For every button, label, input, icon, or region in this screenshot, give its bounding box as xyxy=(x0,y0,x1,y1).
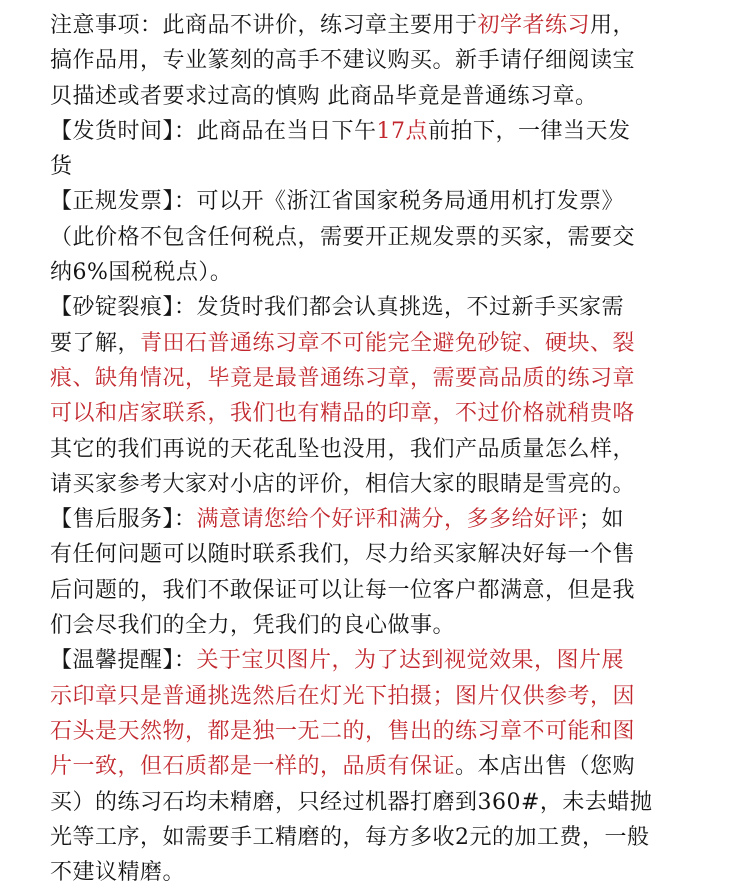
text-line xyxy=(50,220,738,255)
text-segment: 【温馨提醒】： xyxy=(50,648,197,674)
text-line xyxy=(50,785,738,820)
text-line xyxy=(50,149,738,184)
text-segment: 要了解， xyxy=(50,330,141,356)
text-line xyxy=(50,290,738,325)
text-line xyxy=(50,537,738,572)
text-line xyxy=(50,43,738,78)
text-segment: 后问题的，我们不敢保证可以让每一位客户都满意，但是我 xyxy=(50,577,636,603)
text-segment: 搞作品用，专业篆刻的高手不建议购买。新手请仔细阅读宝 xyxy=(50,48,636,74)
text-segment: 【售后服务】： xyxy=(50,507,197,533)
text-segment: 货 xyxy=(50,154,73,180)
highlighted-text: 初学者练习 xyxy=(477,13,591,38)
text-segment: （此价格不包含任何税点，需要开正规发票的买家，需要交 xyxy=(50,224,636,250)
text-line xyxy=(50,643,738,678)
text-segment: 光等工序，如需要手工精磨的，每方多收2元的加工费，一般 xyxy=(50,824,650,850)
text-segment: 前拍下，一律当天发 xyxy=(428,118,631,144)
text-line xyxy=(50,361,738,396)
text-line xyxy=(50,502,738,537)
text-line xyxy=(50,326,738,361)
text-line xyxy=(50,467,738,502)
text-segment: 有任何问题可以随时联系我们，尽力给买家解决好每一个售 xyxy=(50,542,636,568)
text-line xyxy=(50,184,738,219)
text-segment: 注意事项：此商品不讲价，练习章主要用于 xyxy=(50,13,478,38)
text-line xyxy=(50,114,738,149)
highlighted-text: 示印章只是普通挑选然后在灯光下拍摄；图片仅供参考，因 xyxy=(50,683,636,709)
text-line xyxy=(50,573,738,608)
highlighted-text: 痕、缺角情况，毕竟是最普通练习章，需要高品质的练习章 xyxy=(50,365,636,391)
text-segment: 们会尽我们的全力，凭我们的良心做事。 xyxy=(50,613,456,639)
text-segment: 【正规发票】：可以开《浙江省国家税务局通用机打发票》 xyxy=(50,189,625,215)
text-line xyxy=(50,432,738,467)
text-segment: 【发货时间】：此商品在当日下午 xyxy=(50,118,377,144)
text-line xyxy=(50,714,738,749)
text-line xyxy=(50,855,738,890)
text-line xyxy=(50,820,738,855)
text-line xyxy=(50,396,738,431)
highlighted-text: 片一致，但石质都是一样的，品质有保证 xyxy=(50,754,456,780)
text-line xyxy=(50,8,738,43)
text-segment: 其它的我们再说的天花乱坠也没用，我们产品质量怎么样， xyxy=(50,436,636,462)
text-segment: 请买家参考大家对小店的评价，相信大家的眼睛是雪亮的。 xyxy=(50,471,636,497)
text-segment: 买）的练习石均未精磨，只经过机器打磨到360#，未去蜡抛 xyxy=(50,789,653,815)
text-segment: 【砂锭裂痕】：发货时我们都会认真挑选，不过新手买家需 xyxy=(50,295,625,321)
highlighted-text: 石头是天然物，都是独一无二的，售出的练习章不可能和图 xyxy=(50,718,636,744)
highlighted-text: 满意请您给个好评和满分，多多给好评 xyxy=(196,507,580,533)
text-segment: 纳6%国税税点）。 xyxy=(50,260,233,286)
highlighted-text: 青田石普通练习章不可能完全避免砂锭、硬块、裂 xyxy=(140,330,636,356)
text-line xyxy=(50,255,738,290)
highlighted-text: 关于宝贝图片，为了达到视觉效果，图片展 xyxy=(196,648,625,674)
text-segment: 。本店出售（您购 xyxy=(455,754,636,780)
highlighted-text: 17点 xyxy=(376,118,429,144)
text-segment: 贝描述或者要求过高的慎购 此商品毕竟是普通练习章。 xyxy=(50,83,598,109)
text-segment: ；如 xyxy=(579,507,625,533)
text-line xyxy=(50,749,738,784)
highlighted-text: 可以和店家联系，我们也有精品的印章，不过价格就稍贵咯 xyxy=(50,401,636,427)
text-segment: 不建议精磨。 xyxy=(50,860,186,886)
text-line xyxy=(50,608,738,643)
notice-text-block xyxy=(50,8,738,890)
text-segment: 用， xyxy=(590,13,636,38)
text-line xyxy=(50,79,738,114)
text-line xyxy=(50,679,738,714)
